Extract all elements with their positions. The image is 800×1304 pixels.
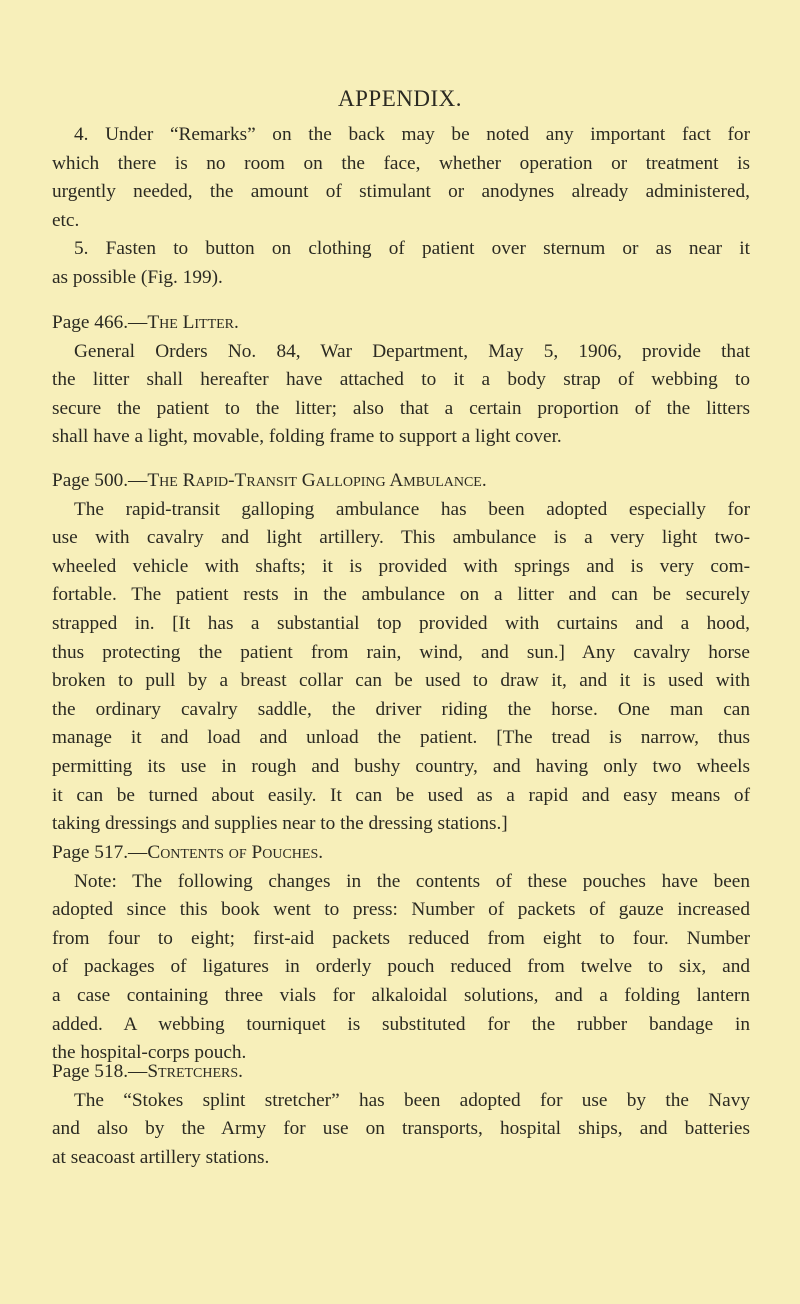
text-line: at seacoast artillery stations. (52, 1146, 270, 1168)
paragraph (52, 868, 750, 1068)
text-line: use with cavalry and light artillery. This ambulance is a very light two- (52, 527, 750, 549)
text-line: thus protecting the patient from rain, wind, and sun.] Any cavalry horse (52, 641, 750, 663)
heading-title: The Litter. (147, 312, 239, 333)
heading-page-ref: Page 500.— (52, 470, 148, 491)
text-line: permitting its use in rough and bushy country, and having only two wheels (52, 755, 750, 777)
section-heading (52, 309, 750, 338)
text-line: the hospital-corps pouch. (52, 1042, 247, 1064)
section-heading (52, 467, 750, 496)
text-line: The “Stokes splint stretcher” has been adopted for use by the Navy (74, 1089, 750, 1111)
text-line: adopted since this book went to press: Number of packets of gauze increased (52, 899, 750, 921)
text-line: and also by the Army for use on transports, hospital ships, and batteries (52, 1118, 750, 1140)
heading-title: The Rapid-Transit Galloping Ambulance. (147, 470, 487, 491)
text-line: manage it and load and unload the patient. [The tread is narrow, thus (52, 727, 750, 749)
text-line: a case containing three vials for alkaloidal solutions, and a folding lantern (52, 984, 750, 1006)
text-line: Note: The following changes in the contents of these pouches have been (74, 870, 750, 892)
text-line: The rapid-transit galloping ambulance has been adopted especially for (74, 498, 750, 520)
text-line: of packages of ligatures in orderly pouch reduced from twelve to six, and (52, 956, 750, 978)
heading-title: Contents of Pouches. (147, 842, 324, 863)
paragraph (52, 121, 750, 235)
heading-page-ref: Page 466.— (52, 312, 148, 333)
text-line: urgently needed, the amount of stimulant or anodynes already administered, (52, 181, 750, 203)
paragraph (52, 496, 750, 839)
heading-title: Stretchers. (147, 1061, 243, 1082)
text-line: broken to pull by a breast collar can be used to draw it, and it is used with (52, 670, 750, 692)
text-line: the ordinary cavalry saddle, the driver riding the horse. One man can (52, 698, 750, 720)
text-line: taking dressings and supplies near to the dressing stations.] (52, 813, 508, 835)
remarks-section (52, 121, 750, 293)
pouches-section (52, 839, 750, 1068)
text-line: 4. Under “Remarks” on the back may be noted any important fact for (74, 124, 750, 145)
text-line: strapped in. [It has a substantial top provided with curtains and a hood, (52, 612, 750, 634)
text-line: which there is no room on the face, whether operation or treatment is (52, 152, 750, 174)
section-heading (52, 839, 750, 868)
paragraph (52, 1087, 750, 1173)
page-header: APPENDIX. (338, 86, 462, 111)
litter-section (52, 309, 750, 452)
text-line: from four to eight; first-aid packets reduced from eight to four. Number (52, 927, 750, 949)
heading-page-ref: Page 517.— (52, 842, 148, 863)
text-line: 5. Fasten to button on clothing of patient over sternum or as near it (74, 238, 750, 260)
text-line: etc. (52, 209, 80, 231)
paragraph (52, 235, 750, 292)
section-heading (52, 1058, 750, 1087)
stretchers-section (52, 1058, 750, 1172)
text-line: as possible (Fig. 199). (52, 266, 223, 288)
ambulance-section (52, 467, 750, 839)
text-line: wheeled vehicle with shafts; it is provided with springs and is very com- (52, 555, 750, 577)
text-line: added. A webbing tourniquet is substituted for the rubber bandage in (52, 1013, 750, 1035)
paragraph (52, 338, 750, 452)
text-line: fortable. The patient rests in the ambulance on a litter and can be securely (52, 584, 750, 606)
text-line: the litter shall hereafter have attached to it a body strap of webbing to (52, 369, 750, 391)
text-line: secure the patient to the litter; also that a certain proportion of the litters (52, 397, 750, 419)
text-line: shall have a light, movable, folding frame to support a light cover. (52, 426, 562, 448)
text-line: General Orders No. 84, War Department, May 5, 1906, provide that (74, 340, 750, 362)
text-line: it can be turned about easily. It can be used as a rapid and easy means of (52, 784, 750, 806)
heading-page-ref: Page 518.— (52, 1061, 148, 1082)
